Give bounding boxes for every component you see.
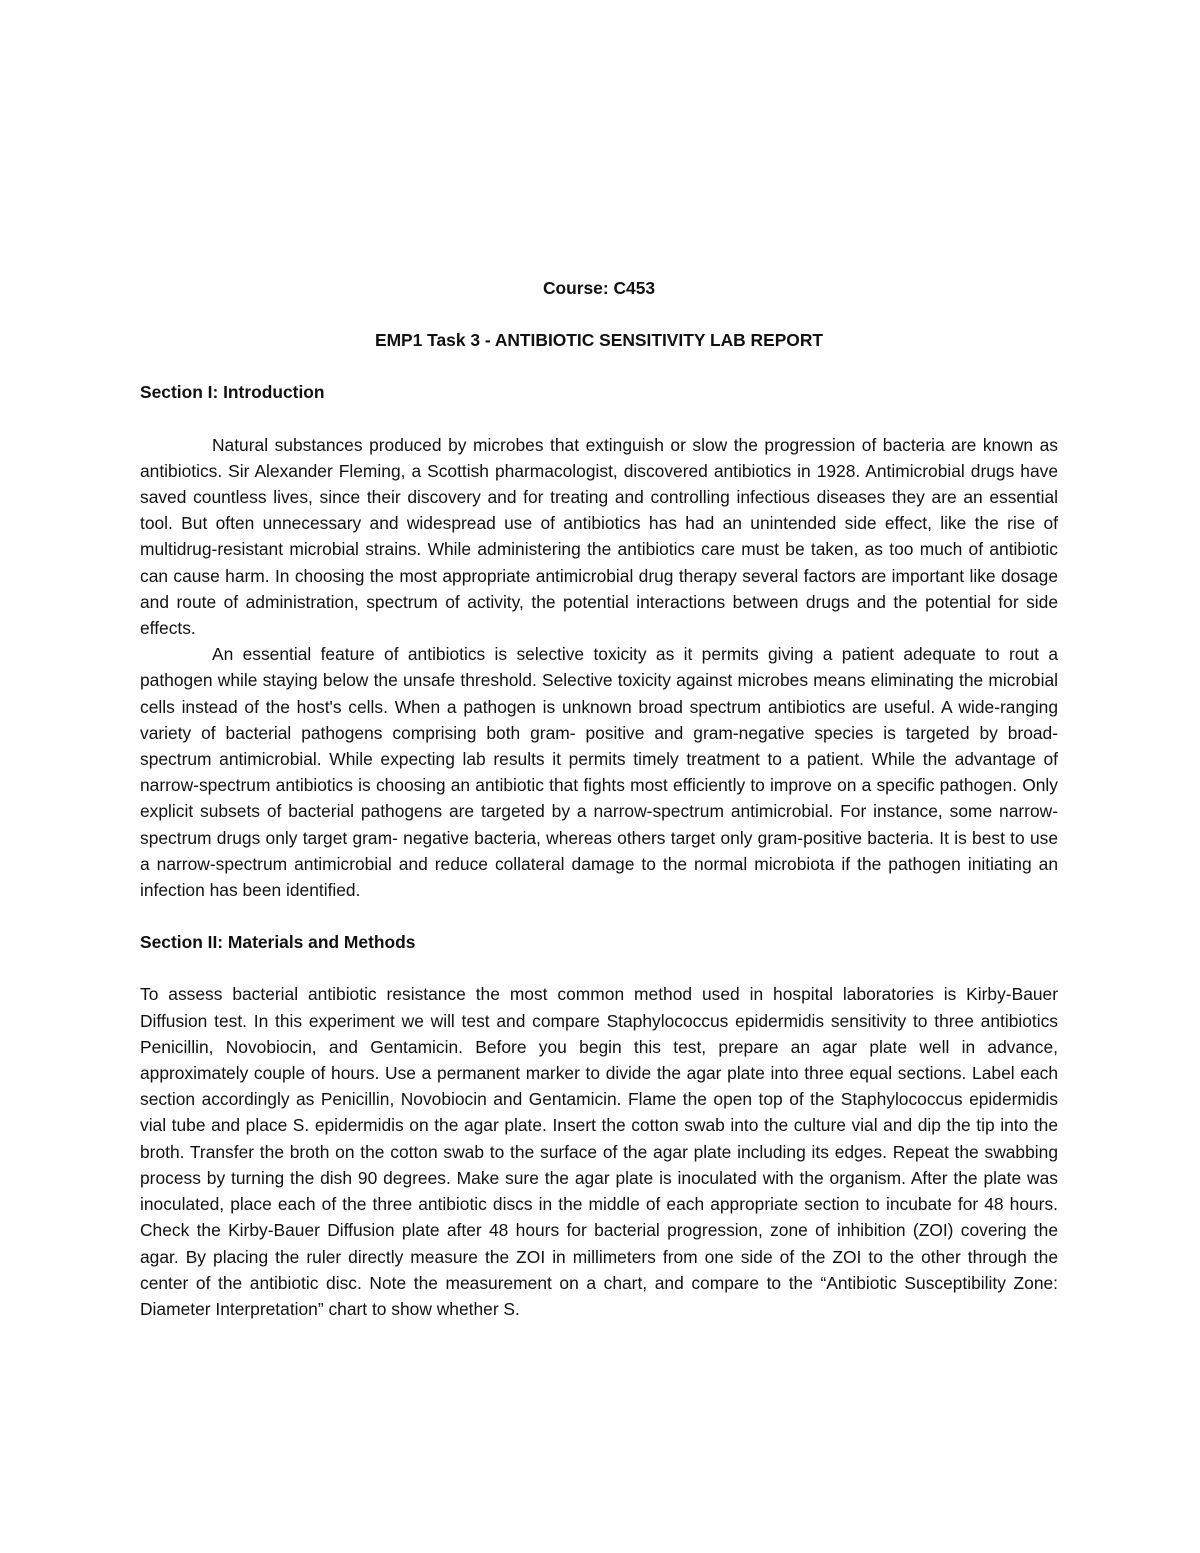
course-label: Course: C453 — [542, 278, 656, 298]
introduction-paragraph: Natural substances produced by microbes that extinguish or slow the progression of bacteria are known as antibiotics. Sir Alexander Fleming, a Scottish pharmacologist, discovered antibiotics in 1928. Antimicrobial drugs have saved countless lives, since their discovery and for treating and controlling infectious diseases they are an essential tool. But often unnecessary and widespread use of antibiotics has had an unintended side effect, like the rise of multidrug-resistant microbial strains. While administering the antibiotics care must be taken, as too much of antibiotic can cause harm. In choosing the most appropriate antimicrobial drug therapy several factors are important like dosage and route of administration, spectrum of activity, the potential interactions between drugs and the potential for side effects. — [140, 434, 1058, 639]
introduction-paragraph: An essential feature of antibiotics is selective toxicity as it permits giving a patient adequate to rout a pathogen while staying below the unsafe threshold. Selective toxicity against microbes means eliminating the microbial cells instead of the host's cells. When a pathogen is unknown broad spectrum antibiotics are useful. A wide-ranging variety of bacterial pathogens comprising both gram- positive and gram-negative species is targeted by broad-spectrum antimicrobial. While expecting lab results it permits timely treatment to a patient. While the advantage of narrow-spectrum antibiotics is choosing an antibiotic that fights most efficiently to improve on a specific pathogen. Only explicit subsets of bacterial pathogens are targeted by a narrow-spectrum antimicrobial. For instance, some narrow-spectrum drugs only target gram- negative bacteria, whereas others target only gram-positive bacteria. It is best to use a narrow-spectrum antimicrobial and reduce collateral damage to the normal microbiota if the pathogen initiating an infection has been identified. — [140, 644, 1058, 901]
section-heading-materials-methods: Section II: Materials and Methods — [140, 932, 416, 953]
section-heading-introduction: Section I: Introduction — [140, 382, 325, 403]
report-title: EMP1 Task 3 - ANTIBIOTIC SENSITIVITY LAB REPORT — [374, 330, 824, 351]
document-body — [140, 275, 1058, 1322]
materials-methods-paragraph: To assess bacterial antibiotic resistance the most common method used in hospital laboratories is Kirby-Bauer Diffusion test. In this experiment we will test and compare Staphylococcus epidermidis sensitivity to three antibiotics Penicillin, Novobiocin, and Gentamicin. Before you begin this test, prepare an agar plate well in advance, approximately couple of hours. Use a permanent marker to divide the agar plate into three equal sections. Label each section accordingly as Penicillin, Novobiocin and Gentamicin. Flame the open top of the Staphylococcus epidermidis vial tube and place S. epidermidis on the agar plate. Insert the cotton swab into the culture vial and dip the tip into the broth. Transfer the broth on the cotton swab to the surface of the agar plate including its edges. Repeat the swabbing process by turning the dish 90 degrees. Make sure the agar plate is inoculated with the organism. After the plate was inoculated, place each of the three antibiotic discs in the middle of each appropriate section to incubate for 48 hours. Check the Kirby-Bauer Diffusion plate after 48 hours for bacterial progression, zone of inhibition (ZOI) covering the agar. By placing the ruler directly measure the ZOI in millimeters from one side of the ZOI to the other through the center of the antibiotic disc. Note the measurement on a chart, and compare to the “Antibiotic Susceptibility Zone: Diameter Interpretation” chart to show whether S. — [140, 984, 1058, 1319]
